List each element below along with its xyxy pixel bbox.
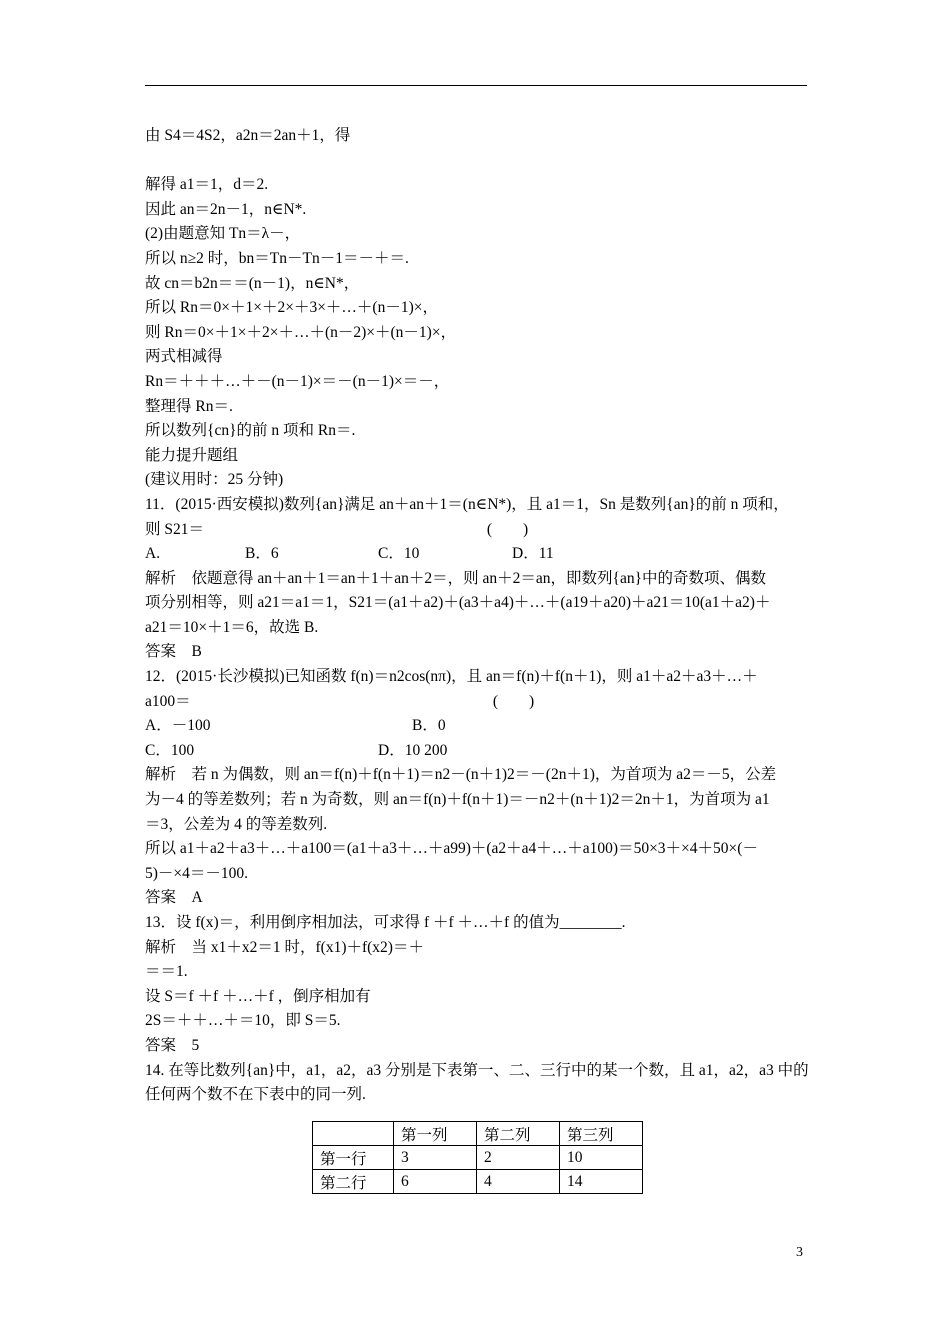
option-c: C．100 [145, 741, 195, 759]
question-12-stem-end: a100＝ ( ) [145, 692, 535, 710]
answer-line: 答案 A [145, 889, 203, 907]
text-line: 所以 n≥2 时，bn＝Tn－Tn－1＝－＋＝. [145, 249, 409, 267]
solution-line: 解析 若 n 为偶数，则 an＝f(n)＋f(n＋1)＝n2－(n＋1)2＝－(2n＋1)，为首项为 a2＝－5，公差 [145, 766, 777, 784]
solution-line: 所以 a1＋a2＋a3＋…＋a100＝(a1＋a3＋…＋a99)＋(a2＋a4＋…＋a100)＝50×3＋×4＋50×(－ [145, 840, 758, 858]
solution-line: 项分别相等，则 a21＝a1＝1，S21＝(a1＋a2)＋(a3＋a4)＋…＋(a19＋a20)＋a21＝10(a1＋a2)＋ [145, 594, 771, 612]
header-rule [145, 85, 807, 86]
table-header-cell: 第一列 [394, 1122, 477, 1146]
text-line: Rn＝＋＋＋…＋－(n－1)×＝－(n－1)×＝－， [145, 372, 450, 390]
option-b: B．0 [412, 717, 446, 735]
table-row-label: 第一行 [313, 1146, 394, 1170]
question-11-stem-end: 则 S21＝ ( ) [145, 520, 529, 538]
table-header-cell: 第二列 [477, 1122, 560, 1146]
table-row [313, 1146, 643, 1170]
blank-gap [145, 149, 810, 174]
text-line: 则 Rn＝0×＋1×＋2×＋…＋(n－2)×＋(n－1)×， [145, 323, 457, 341]
solution-line: 为－4 的等差数列；若 n 为奇数，则 an＝f(n)＋f(n＋1)＝－n2＋(n＋1)2＝2n＋1，为首项为 a1 [145, 791, 770, 809]
section-heading: 能力提升题组 [145, 446, 239, 464]
solution-line: ＝3，公差为 4 的等差数列. [145, 815, 328, 833]
solution-line: 设 S＝f ＋f ＋…＋f ，倒序相加有 [145, 987, 371, 1005]
text-line: 所以数列{cn}的前 n 项和 Rn＝. [145, 422, 356, 440]
table-cell: 6 [394, 1170, 477, 1194]
text-line: 因此 an＝2n－1，n∈N*. [145, 200, 307, 218]
table-header-cell [313, 1122, 394, 1146]
option-a: A．－100 [145, 717, 211, 735]
question-14-stem: 14. 在等比数列{an}中，a1，a2，a3 分别是下表第一、二、三行中的某一个数，且 a1，a2，a3 中的 [145, 1061, 809, 1079]
option-c: C．10 [378, 545, 420, 563]
data-table [312, 1121, 643, 1194]
answer-line: 答案 B [145, 643, 202, 661]
question-12-options-row-1 [145, 714, 810, 739]
text-line: (2)由题意知 Tn＝λ－， [145, 225, 301, 243]
text-line: 所以 Rn＝0×＋1×＋2×＋3×＋…＋(n－1)×， [145, 299, 438, 317]
table-cell: 4 [477, 1170, 560, 1194]
table-row-label: 第二行 [313, 1170, 394, 1194]
table-cell: 2 [477, 1146, 560, 1170]
table-cell: 3 [394, 1146, 477, 1170]
table-header-row [313, 1122, 643, 1146]
solution-line: 解析 依题意得 an＋an＋1＝an＋1＋an＋2＝，则 an＋2＝an，即数列{an}中的奇数项、偶数 [145, 569, 767, 587]
question-13-stem: 13．设 f(x)＝，利用倒序相加法，可求得 f ＋f ＋…＋f 的值为________. [145, 914, 626, 931]
option-a: A. [145, 545, 161, 563]
table-cell: 10 [560, 1146, 643, 1170]
page-body [145, 124, 810, 1108]
solution-line: 解析 当 x1＋x2＝1 时，f(x1)＋f(x2)＝＋ [145, 938, 424, 956]
option-b: B．6 [245, 545, 279, 563]
question-14-stem-end: 任何两个数不在下表中的同一列. [145, 1086, 366, 1104]
question-12-options-row-2 [145, 739, 810, 764]
table-header-cell: 第三列 [560, 1122, 643, 1146]
text-line: 整理得 Rn＝. [145, 397, 233, 415]
solution-line: a21＝10×＋1＝6，故选 B. [145, 618, 319, 636]
question-11-stem: 11．(2015·西安模拟)数列{an}满足 an＋an＋1＝(n∈N*)，且 a1＝1，Sn 是数列{an}的前 n 项和， [145, 495, 789, 513]
solution-line: 2S＝＋＋…＋＝10，即 S＝5. [145, 1012, 341, 1030]
table-cell: 14 [560, 1170, 643, 1194]
option-d: D．11 [512, 545, 554, 563]
text-line: 由 S4＝4S2，a2n＝2an＋1，得 [145, 127, 351, 144]
question-11-options [145, 542, 810, 567]
solution-line: 5)－×4＝－100. [145, 864, 249, 882]
solution-line: ＝＝1. [145, 963, 188, 981]
page-number: 3 [796, 1245, 803, 1260]
text-line: 故 cn＝b2n＝＝(n－1)，n∈N*， [145, 274, 360, 292]
answer-line: 答案 5 [145, 1036, 200, 1054]
table-row [313, 1170, 643, 1194]
option-d: D．10 200 [378, 741, 448, 759]
text-line: 两式相减得 [145, 348, 223, 366]
question-12-stem: 12．(2015·长沙模拟)已知函数 f(n)＝n2cos(nπ)，且 an＝f(n)＋f(n＋1)，则 a1＋a2＋a3＋…＋ [145, 668, 758, 686]
text-line: 解得 a1＝1，d＝2. [145, 176, 269, 194]
time-suggestion: (建议用时：25 分钟) [145, 471, 284, 489]
